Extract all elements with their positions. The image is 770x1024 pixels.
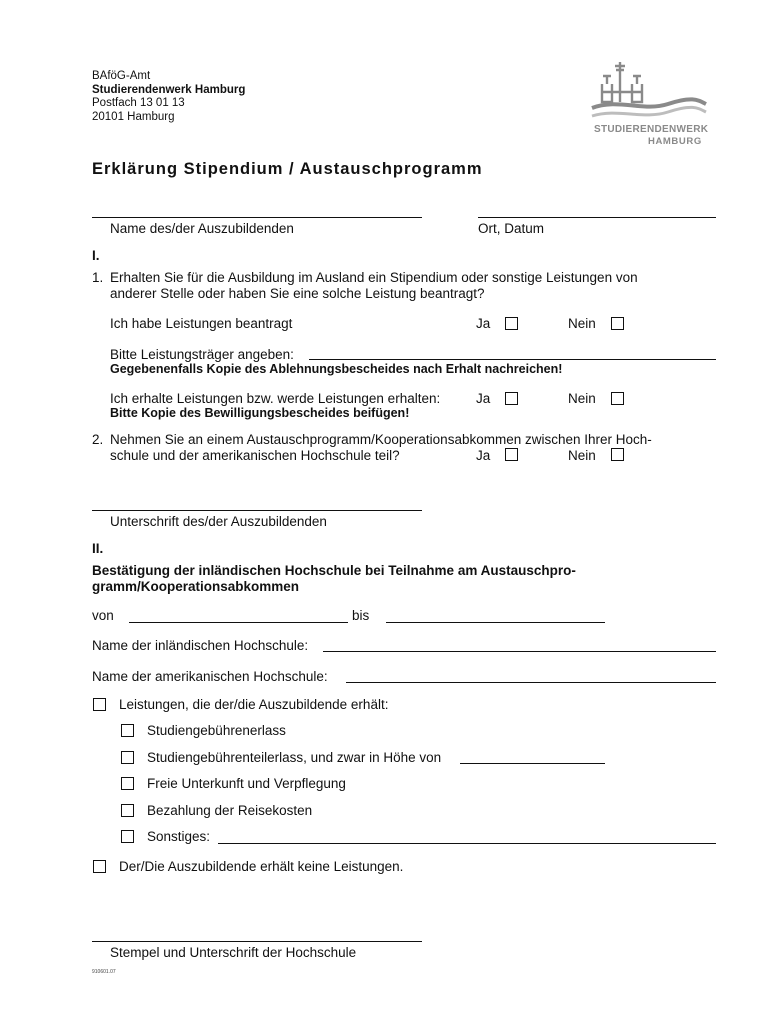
student-signature-label: Unterschrift des/der Auszubildenden [110, 514, 327, 529]
exchange-yes-checkbox[interactable] [505, 448, 518, 461]
option-fee-waiver-label: Studiengebührenerlass [147, 723, 286, 738]
american-university-label: Name der amerikanischen Hochschule: [92, 669, 328, 684]
question-two-text-line2: schule und der amerikanischen Hochschule teil? [110, 448, 400, 463]
receive-yes-checkbox[interactable] [505, 392, 518, 405]
studierendenwerk-logo [588, 62, 708, 148]
logo-text-city: HAMBURG [648, 136, 702, 147]
receive-no-checkbox[interactable] [611, 392, 624, 405]
form-code: 910601.07 [92, 969, 116, 975]
applied-yes-checkbox[interactable] [505, 317, 518, 330]
domestic-university-label: Name der inländischen Hochschule: [92, 638, 309, 653]
address-block [92, 70, 245, 124]
option-travel-costs-checkbox[interactable] [121, 804, 134, 817]
partial-waiver-amount-line[interactable] [460, 763, 605, 764]
exchange-no-label: Nein [568, 448, 596, 463]
provider-input-line[interactable] [309, 359, 716, 360]
approval-note: Bitte Kopie des Bewilligungsbescheides beifügen! [110, 406, 410, 420]
option-fee-waiver-checkbox[interactable] [121, 724, 134, 737]
applied-yes-label: Ja [476, 316, 491, 331]
benefits-checkbox[interactable] [93, 698, 106, 711]
exchange-no-checkbox[interactable] [611, 448, 624, 461]
page-title: Erklärung Stipendium / Austauschprogramm [92, 160, 483, 178]
rejection-note: Gegebenenfalls Kopie des Ablehnungsbescheides nach Erhalt nachreichen! [110, 362, 563, 376]
applied-label: Ich habe Leistungen beantragt [110, 316, 293, 331]
section-two-heading: II. [92, 541, 104, 556]
receive-yes-label: Ja [476, 391, 491, 406]
address-line-organization: Studierendenwerk Hamburg [92, 83, 246, 96]
university-stamp-line[interactable] [92, 941, 422, 942]
applied-no-checkbox[interactable] [611, 317, 624, 330]
student-signature-line[interactable] [92, 510, 422, 511]
to-date-line[interactable] [386, 622, 605, 623]
exchange-yes-label: Ja [476, 448, 491, 463]
name-signature-line[interactable] [92, 217, 422, 218]
option-accommodation-label: Freie Unterkunft und Verpflegung [147, 776, 346, 791]
castle-logo-icon [588, 62, 708, 122]
receive-no-label: Nein [568, 391, 596, 406]
applied-no-label: Nein [568, 316, 596, 331]
logo-text-organization: STUDIERENDENWERK [594, 124, 709, 135]
no-benefits-label: Der/Die Auszubildende erhält keine Leistungen. [119, 859, 404, 874]
question-two-number: 2. [92, 432, 104, 447]
from-date-line[interactable] [129, 622, 348, 623]
american-university-line[interactable] [346, 682, 716, 683]
receive-label: Ich erhalte Leistungen bzw. werde Leistungen erhalten: [110, 391, 441, 406]
other-input-line[interactable] [218, 843, 716, 844]
option-other-checkbox[interactable] [121, 830, 134, 843]
no-benefits-checkbox[interactable] [93, 860, 106, 873]
question-one-text-line1: Erhalten Sie für die Ausbildung im Ausland ein Stipendium oder sonstige Leistungen von [110, 270, 638, 285]
domestic-university-line[interactable] [323, 651, 716, 652]
section-two-subtitle-line2: gramm/Kooperationsabkommen [92, 579, 300, 594]
address-line-office: BAföG-Amt [92, 70, 151, 82]
option-travel-costs-label: Bezahlung der Reisekosten [147, 803, 313, 818]
place-date-line[interactable] [478, 217, 716, 218]
section-two-subtitle-line1: Bestätigung der inländischen Hochschule bei Teilnahme am Austauschpro- [92, 563, 576, 578]
address-line-pobox: Postfach 13 01 13 [92, 97, 185, 109]
university-stamp-label: Stempel und Unterschrift der Hochschule [110, 945, 357, 960]
option-partial-waiver-label: Studiengebührenteilerlass, und zwar in Höhe von [147, 750, 442, 765]
to-label: bis [352, 608, 370, 623]
question-one-text-line2: anderer Stelle oder haben Sie eine solche Leistung beantragt? [110, 286, 485, 301]
benefits-label: Leistungen, die der/die Auszubildende erhält: [119, 697, 389, 712]
from-label: von [92, 608, 114, 623]
provider-label: Bitte Leistungsträger angeben: [110, 347, 294, 362]
option-partial-waiver-checkbox[interactable] [121, 751, 134, 764]
name-label: Name des/der Auszubildenden [110, 221, 294, 236]
option-other-label: Sonstiges: [147, 829, 211, 844]
address-line-city: 20101 Hamburg [92, 110, 175, 123]
question-one-number: 1. [92, 270, 104, 285]
section-one-heading: I. [92, 248, 100, 263]
question-two-text-line1: Nehmen Sie an einem Austauschprogramm/Kooperationsabkommen zwischen Ihrer Hoch- [110, 432, 652, 447]
option-accommodation-checkbox[interactable] [121, 777, 134, 790]
place-date-label: Ort, Datum [478, 221, 545, 236]
